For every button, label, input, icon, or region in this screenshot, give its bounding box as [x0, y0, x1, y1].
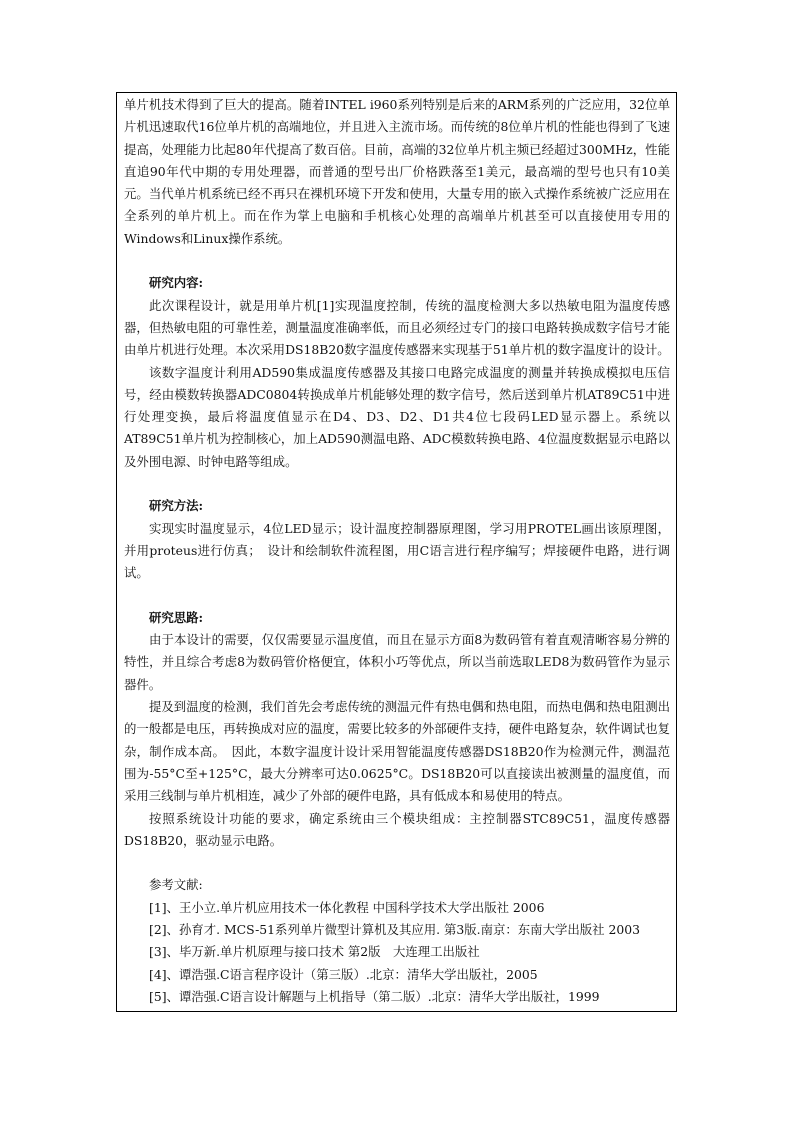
spacer — [124, 250, 670, 272]
research-method-heading: 研究方法: — [149, 498, 204, 514]
references-heading: 参考文献: — [149, 877, 203, 893]
research-content-heading: 研究内容: — [149, 275, 204, 291]
intro-paragraph: 单片机技术得到了巨大的提高。随着INTEL i960系列特别是后来的ARM系列的广泛应用，32位单片机迅速取代16位单片机的高端地位，并且进入主流市场。而传统的8位单片机的性能也得到了飞速提高，处理能力比起80年代提高了数百倍。目前，高端的32位单片机主频已经超过300MHz，性能直追90年代中期的专用处理器，而普通的型号出厂价格跌落至1美元，最高端的型号也只有10美元。当代单片机系统已经不再只在裸机环境下开发和使用，大量专用的嵌入式操作系统被广泛应用在全系列的单片机上。而在作为掌上电脑和手机核心处理的高端单片机甚至可以直接使用专用的Windows和Linux操作系统。 — [124, 97, 670, 246]
spacer — [124, 473, 670, 495]
research-content-paragraph-1: 此次课程设计，就是用单片机[1]实现温度控制，传统的温度检测大多以热敏电阻为温度传感器，但热敏电阻的可靠性差，测量温度准确率低，而且必须经过专门的接口电路转换成数字信号才能由单片机进行处理。本次采用DS18B20数字温度传感器来实现基于51单片机的数字温度计的设计。 — [124, 297, 670, 358]
research-method-paragraph-1: 实现实时温度显示，4位LED显示；设计温度控制器原理图，学习用PROTEL画出该原理图，并用proteus进行仿真； 设计和绘制软件流程图，用C语言进行程序编写；焊接硬件电路，进行调试。 — [124, 520, 670, 581]
reference-item-4: [4]、谭浩强.C语言程序设计（第三版）.北京：清华大学出版社，2005 — [149, 966, 538, 982]
reference-item-3: [3]、毕万新.单片机原理与接口技术 第2版 大连理工出版社 — [149, 944, 480, 960]
reference-item-1: [1]、王小立.单片机应用技术一体化教程 中国科学技术大学出版社 2006 — [149, 899, 545, 915]
research-idea-paragraph-1: 由于本设计的需要，仅仅需要显示温度值，而且在显示方面8为数码管有着直观清晰容易分辨的特性，并且综合考虑8为数码管价格便宜，体积小巧等优点，所以当前选取LED8为数码管作为显示器件。 — [124, 632, 670, 692]
reference-item-2: [2]、孙育才. MCS-51系列单片微型计算机及其应用. 第3版.南京：东南大学出版社 2003 — [149, 921, 640, 937]
document-body — [124, 94, 670, 1008]
research-idea-paragraph-2: 提及到温度的检测，我们首先会考虑传统的测温元件有热电偶和热电阻，而热电偶和热电阻测出的一般都是电压，再转换成对应的温度，需要比较多的外部硬件支持，硬件电路复杂，软件调试也复杂，制作成本高。 因此，本数字温度计设计采用智能温度传感器DS18B20作为检测元件，测温范围为-55°C至+125°C，最大分辨率可达0.0625°C。DS18B20可以直接读出被测量的温度值，而采用三线制与单片机相连，减少了外部的硬件电路，具有低成本和易使用的特点。 — [124, 699, 670, 804]
spacer — [124, 585, 670, 607]
research-idea-heading: 研究思路: — [149, 609, 204, 625]
research-idea-paragraph-3: 按照系统设计功能的要求，确定系统由三个模块组成：主控制器STC89C51，温度传感器DS18B20，驱动显示电路。 — [124, 810, 670, 848]
research-content-paragraph-2: 该数字温度计利用AD590集成温度传感器及其接口电路完成温度的测量并转换成模拟电压信号，经由模数转换器ADC0804转换成单片机能够处理的数字信号，然后送到单片机AT89C51中进行处理变换，最后将温度值显示在D4、D3、D2、D1共4位七段码LED显示器上。系统以AT89C51单片机为控制核心，加上AD590测温电路、ADC模数转换电路、4位温度数据显示电路以及外围电源、时钟电路等组成。 — [124, 364, 670, 469]
spacer — [124, 852, 670, 874]
reference-item-5: [5]、谭浩强.C语言设计解题与上机指导（第二版）.北京：清华大学出版社，1999 — [149, 988, 600, 1004]
